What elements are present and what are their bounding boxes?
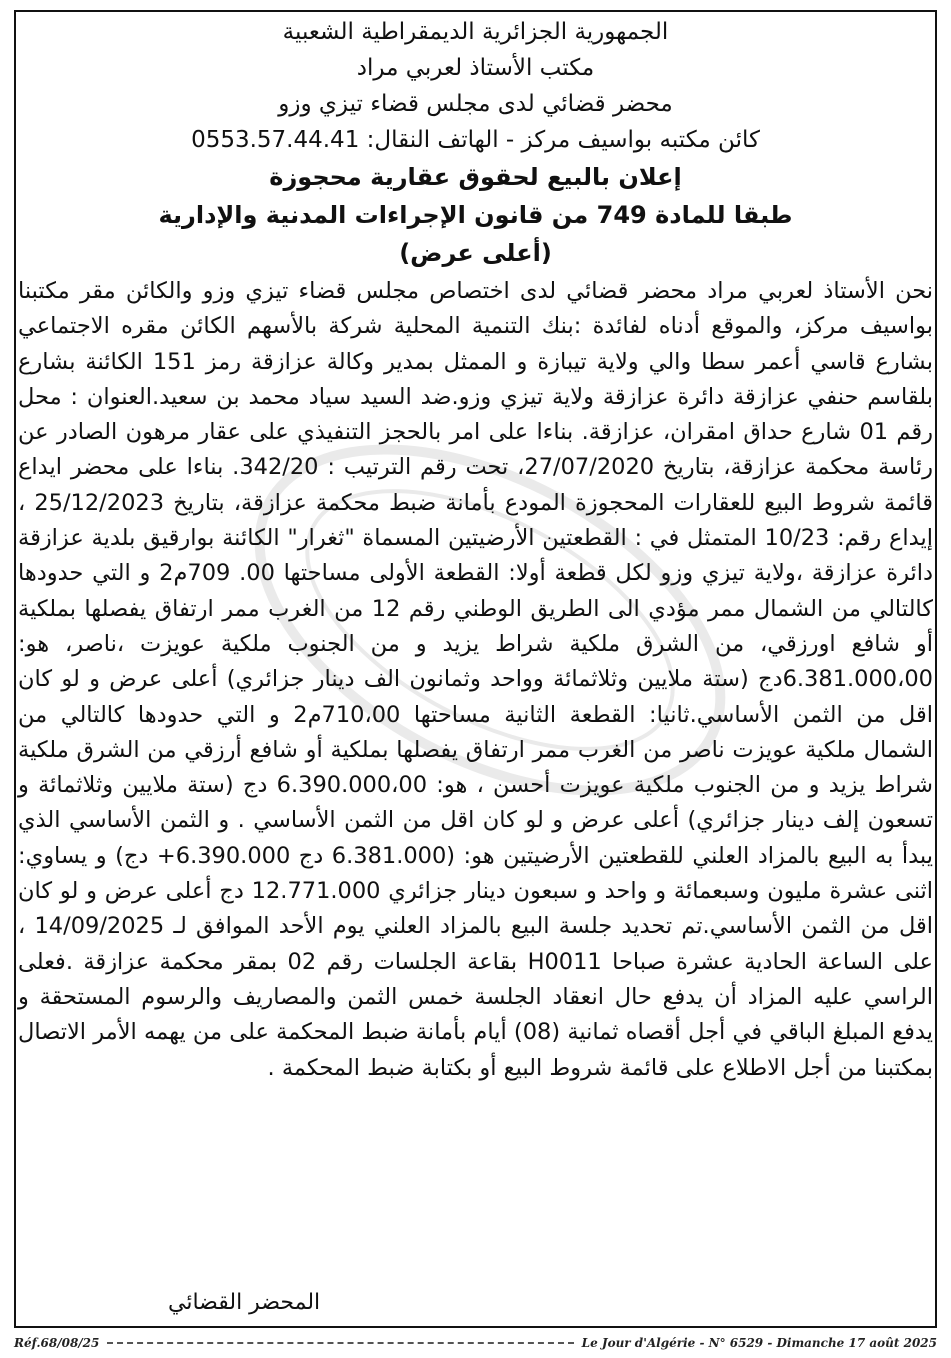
title-sale-notice: إعلان بالبيع لحقوق عقارية محجوزة [269, 163, 682, 191]
footer-publication: Le Jour d'Algérie - N° 6529 - Dimanche 17 août 2025 [581, 1336, 937, 1350]
title-article: طبقا للمادة 749 من قانون الإجراءات المدنية والإدارية [158, 201, 793, 229]
page-footer [14, 1333, 937, 1353]
signature-bailiff: المحضر القضائي [168, 1290, 321, 1315]
header-bailiff: محضر قضائي لدى مجلس قضاء تيزي وزو [278, 91, 673, 117]
announcement-content [14, 14, 937, 1086]
announcement-body: نحن الأستاذ لعربي مراد محضر قضائي لدى اختصاص مجلس قضاء تيزي وزو والكائن مقر مكتبنا بواسيف مركز، والموقع أدناه لفائدة :بنك التنمية المحلية شركة بالأسهم الكائن مقره الاجتماعي بشارع قاسي أعمر سطا والي ولاية تيبازة و الممثل بمدير وكالة عزازقة رمز 151 الكائنة بشارع بلقاسم حنفي عزازقة دائرة عزازقة ولاية تيزي وزو.ضد السيد سياد محمد بن سعيد.العنوان : محل رقم 01 شارع حداق امقران، عزازقة. بناءا على امر بالحجز التنفيذي على عقار مرهون الصادر عن رئاسة محكمة عزازقة، بتاريخ 27/07/2020، تحت رقم الترتيب : 342/20. بناءا على محضر ايداع قائمة شروط البيع للعقارات المحجوزة المودع بأمانة ضبط محكمة عزازقة، بتاريخ 25/12/2023 ، إيداع رقم: 10/23 المتمثل في : القطعتين الأرضيتين المسماة "ثغرار" الكائنة بوارقيق بلدية عزازقة دائرة عزازقة ،ولاية تيزي وزو لكل قطعة أولا: القطعة الأولى مساحتها 00. 709م2 و التي حدودها كالتالي من الشمال ممر مؤدي الى الطريق الوطني رقم 12 من الغرب ممر ارتفاق يفصلها بملكية أو شافع اورزقي، من الشرق ملكية شراط يزيد و من الجنوب ملكية عويزت ،ناصر، هو: 6.381.000،00دج (ستة ملايين وثلاثمائة وواحد وثمانون الف دينار جزائري) أعلى عرض و لو كان اقل من الثمن الأساسي.ثانيا: القطعة الثانية مساحتها 710،00م2 و التي حدودها كالتالي من الشمال ملكية عويزت ناصر من الغرب ممر ارتفاق يفصلها بملكية أو شافع أرزقي من الشرق ملكية شراط يزيد و من الجنوب ملكية عويزت أحسن ، هو: 6.390.000،00 دج (ستة ملايين وثلاثمائة و تسعون إلف دينار جزائري) أعلى عرض و لو كان اقل من الثمن الأساسي . و الثمن الأساسي الذي يبدأ به البيع بالمزاد العلني للقطعتين الأرضيتين هو: (6.381.000 دج 6.390.000+ دج) و يساوي: اثنى عشرة مليون وسبعمائة و واحد و سبعون دينار جزائري 12.771.000 دج أعلى عرض و لو كان اقل من الثمن الأساسي.تم تحديد جلسة البيع بالمزاد العلني يوم الأحد الموافق لـ 14/09/2025 ، على الساعة الحادية عشرة صباحا H0011 بقاعة الجلسات رقم 02 بمقر محكمة عزازقة .فعلى الراسي عليه المزاد أن يدفع حال انعقاد الجلسة خمس الثمن والمصاريف والرسوم المستحقة و يدفع المبلغ الباقي في أجل أقصاه ثمانية (08) أيام بأمانة ضبط المحكمة على من يهمه الأمر الاتصال بمكتبنا من أجل الاطلاع على قائمة شروط البيع أو بكتابة ضبط المحكمة . [18, 278, 934, 1081]
header-office: مكتب الأستاذ لعربي مراد [356, 55, 595, 81]
title-highest-bid: (أعلى عرض) [399, 239, 552, 267]
footer-reference: Réf.68/08/25 [14, 1336, 100, 1350]
header-republic: الجمهورية الجزائرية الديمقراطية الشعبية [282, 19, 669, 45]
footer-divider [107, 1342, 573, 1344]
header-address: كائن مكتبه بواسيف مركز - الهاتف النقال: 0553.57.44.41 [191, 127, 760, 153]
